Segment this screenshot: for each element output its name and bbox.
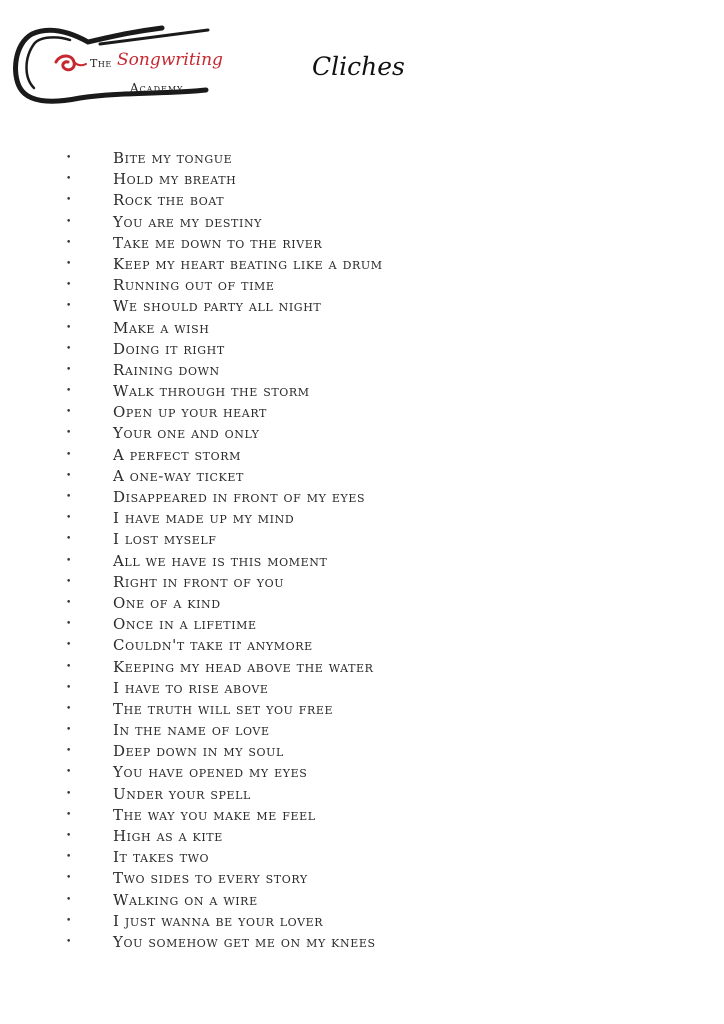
bullet-icon: •: [66, 492, 72, 502]
bullet-icon: •: [66, 894, 72, 905]
list-item: [66, 296, 383, 317]
list-item: [66, 657, 383, 678]
list-item: [66, 360, 383, 381]
list-item: [66, 190, 383, 211]
list-item: [66, 381, 383, 402]
list-item: [66, 487, 383, 508]
cliche-text: Deep down in my soul: [113, 742, 284, 761]
bullet-icon: •: [66, 258, 72, 269]
bullet-icon: •: [66, 407, 72, 418]
cliche-text: Keeping my head above the water: [113, 657, 374, 676]
songwriting-academy-logo: [10, 22, 223, 104]
cliche-text: You somehow get me on my knees: [113, 932, 376, 951]
bullet-icon: •: [66, 640, 72, 651]
logo-the-text: The: [90, 57, 112, 70]
list-item: [66, 254, 383, 275]
list-item: [66, 402, 383, 423]
cliche-text: Keep my heart beating like a drum: [113, 254, 383, 273]
bullet-icon: •: [66, 682, 72, 693]
cliche-text: You have opened my eyes: [113, 763, 308, 782]
bullet-icon: •: [66, 386, 72, 397]
list-item: [66, 699, 383, 720]
bullet-icon: •: [66, 195, 72, 206]
list-item: [66, 423, 383, 444]
list-item: [66, 275, 383, 296]
cliche-list: [66, 148, 383, 953]
cliche-text: A one-way ticket: [113, 466, 244, 485]
bullet-icon: •: [66, 852, 72, 863]
list-item: [66, 932, 383, 953]
list-item: [66, 826, 383, 847]
cliche-text: Open up your heart: [113, 403, 267, 422]
logo-academy-text: Academy: [130, 81, 184, 95]
bullet-icon: •: [66, 364, 72, 375]
cliche-text: Two sides to every story: [113, 869, 308, 888]
bullet-icon: •: [66, 788, 72, 799]
list-item: [66, 529, 383, 550]
cliche-text: Once in a lifetime: [113, 615, 257, 634]
cliche-text: Walk through the storm: [113, 382, 310, 401]
bullet-icon: •: [66, 597, 72, 608]
cliche-text: Doing it right: [113, 339, 225, 358]
list-item: [66, 911, 383, 932]
cliche-text: Right in front of you: [113, 572, 285, 591]
list-item: [66, 805, 383, 826]
list-item: [66, 762, 383, 783]
cliche-text: Raining down: [113, 360, 220, 379]
cliche-text: Walking on a wire: [113, 890, 258, 909]
bullet-icon: •: [66, 661, 72, 672]
bullet-icon: •: [66, 301, 72, 312]
bullet-icon: •: [66, 428, 72, 439]
list-item: [66, 233, 383, 254]
cliche-text: I have made up my mind: [113, 509, 295, 528]
bullet-icon: •: [66, 746, 72, 757]
cliche-text: Rock the boat: [113, 191, 225, 210]
list-item: [66, 635, 383, 656]
cliche-text: The way you make me feel: [113, 805, 316, 824]
bullet-icon: •: [66, 513, 72, 524]
list-item: [66, 784, 383, 805]
bullet-icon: •: [66, 343, 72, 354]
cliche-text: I have to rise above: [113, 678, 269, 697]
bullet-icon: •: [66, 576, 72, 587]
list-item: [66, 593, 383, 614]
bullet-icon: •: [66, 555, 72, 566]
bullet-icon: •: [66, 153, 72, 163]
list-item: [66, 318, 383, 339]
cliche-text: We should party all night: [113, 297, 322, 316]
cliche-text: The truth will set you free: [113, 699, 334, 718]
list-item: [66, 868, 383, 889]
bullet-icon: •: [66, 873, 72, 884]
list-item: [66, 847, 383, 868]
list-item: [66, 148, 383, 169]
cliche-text: You are my destiny: [113, 212, 263, 231]
logo-songwriting-text: Songwriting: [117, 50, 223, 70]
cliche-text: Your one and only: [113, 424, 260, 443]
bullet-icon: •: [66, 725, 72, 736]
cliche-text: In the name of love: [113, 721, 270, 740]
bullet-icon: •: [66, 174, 72, 185]
bullet-icon: •: [66, 280, 72, 291]
bullet-icon: •: [66, 619, 72, 630]
cliche-text: Bite my tongue: [113, 149, 233, 167]
cliche-text: Running out of time: [113, 276, 275, 295]
list-item: [66, 678, 383, 699]
list-item: [66, 339, 383, 360]
list-item: [66, 572, 383, 593]
cliche-text: A perfect storm: [113, 445, 241, 464]
list-item: [66, 466, 383, 487]
cliche-text: Hold my breath: [113, 170, 237, 189]
bullet-icon: •: [66, 703, 72, 714]
cliche-text: All we have is this moment: [113, 551, 328, 570]
bullet-icon: •: [66, 322, 72, 333]
list-item: [66, 720, 383, 741]
cliche-text: High as a kite: [113, 827, 223, 845]
cliche-text: Couldn't take it anymore: [113, 636, 313, 655]
cliche-text: It takes two: [113, 848, 210, 867]
bullet-icon: •: [66, 915, 72, 926]
cliche-text: I lost myself: [113, 530, 217, 549]
bullet-icon: •: [66, 809, 72, 820]
cliche-text: Disappeared in front of my eyes: [113, 488, 366, 506]
bullet-icon: •: [66, 936, 72, 947]
bullet-icon: •: [66, 470, 72, 481]
cliche-text: One of a kind: [113, 593, 221, 612]
bullet-icon: •: [66, 767, 72, 778]
bullet-icon: •: [66, 831, 72, 841]
bullet-icon: •: [66, 534, 72, 545]
list-item: [66, 212, 383, 233]
bullet-icon: •: [66, 237, 72, 248]
list-item: [66, 741, 383, 762]
page-title: Cliches: [312, 52, 405, 81]
list-item: [66, 890, 383, 911]
list-item: [66, 169, 383, 190]
list-item: [66, 508, 383, 529]
cliche-text: Take me down to the river: [113, 233, 323, 252]
cliche-text: I just wanna be your lover: [113, 911, 324, 930]
cliche-text: Under your spell: [113, 784, 251, 803]
list-item: [66, 614, 383, 635]
bullet-icon: •: [66, 216, 72, 227]
list-item: [66, 551, 383, 572]
bullet-icon: •: [66, 449, 72, 460]
cliche-text: Make a wish: [113, 318, 210, 337]
list-item: [66, 445, 383, 466]
